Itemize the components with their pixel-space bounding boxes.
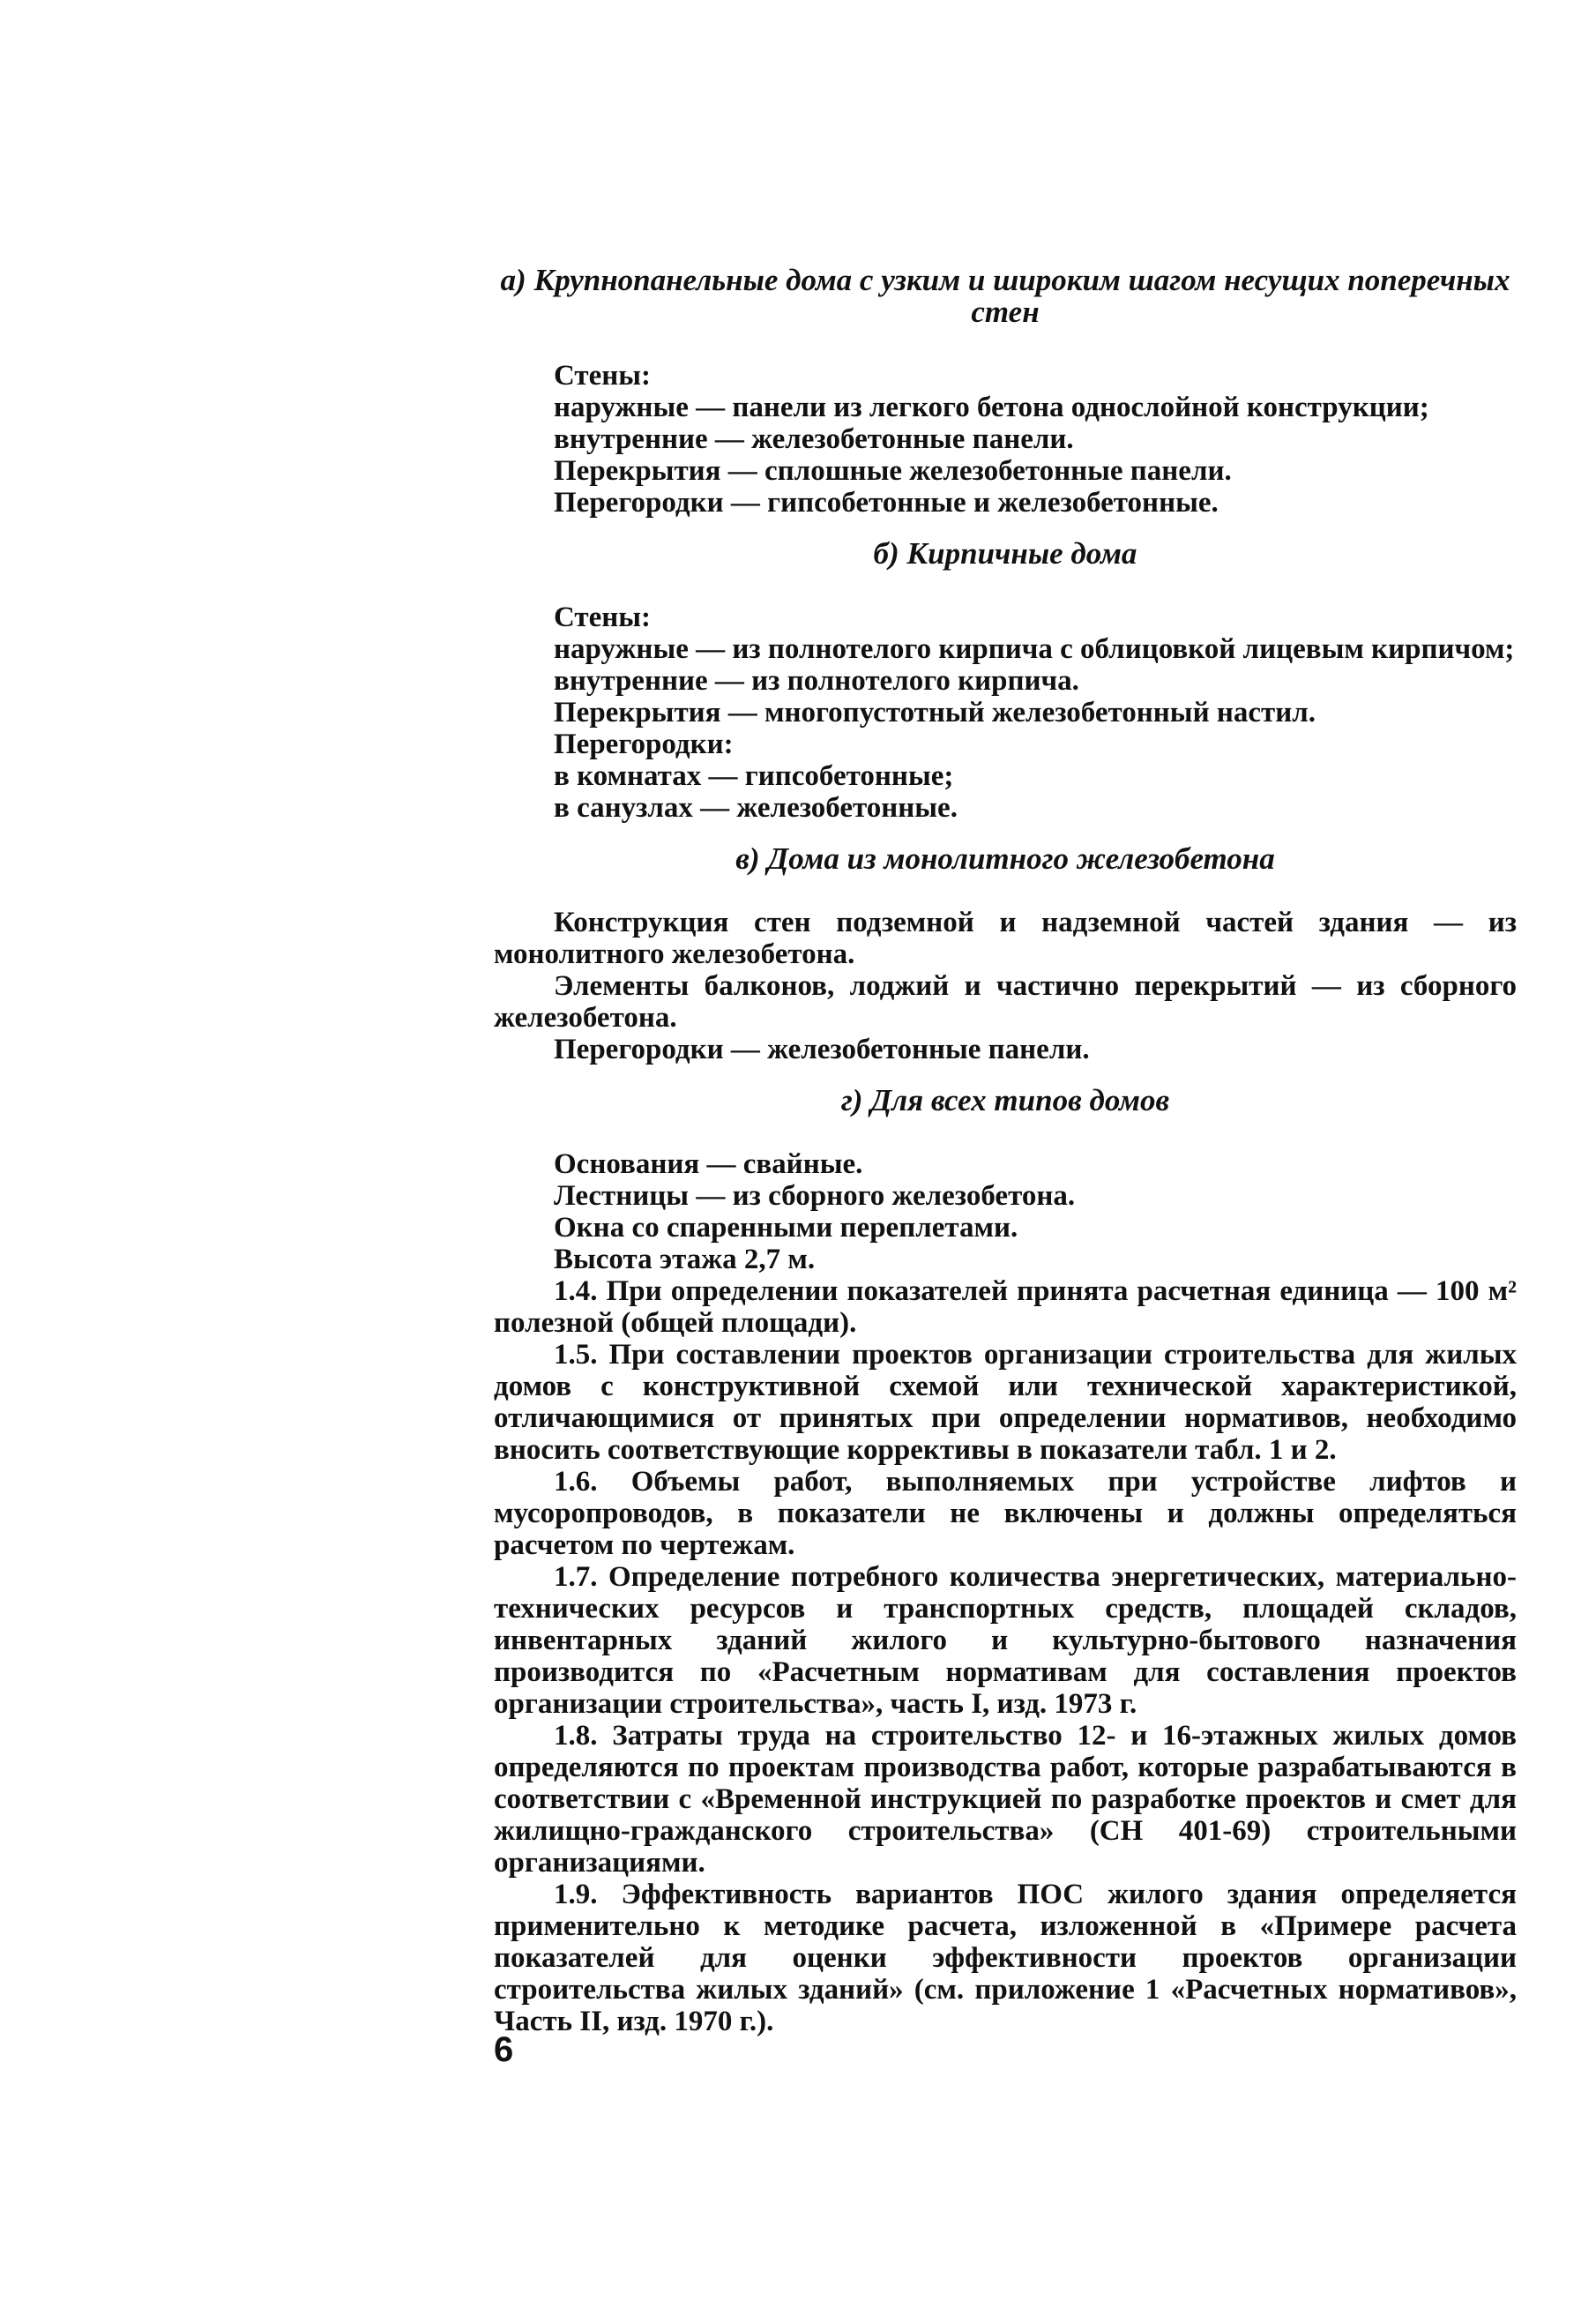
clause-1-9: 1.9. Эффективность вариантов ПОС жилого здания определяется применительно к методике расчета, изложенной в «Примере расчета показателей для оценки эффективности проектов организации строительства жилых зданий» (см. приложение 1 «Расчетных нормативов», Часть II, изд. 1970 г.). — [494, 1879, 1517, 2037]
section-d-heading: г) Для всех типов домов — [840, 1083, 1170, 1117]
section-b-heading: б) Кирпичные дома — [873, 536, 1137, 571]
section-b-line: в санузлах — железобетонные. — [554, 792, 958, 824]
clause-1-6: 1.6. Объемы работ, выполняемых при устройстве лифтов и мусоропроводов, в показатели не включены и должны определяться расчетом по чертежам. — [494, 1466, 1517, 1561]
clause-1-4: 1.4. При определении показателей принята расчетная единица — 100 м² полезной (общей площади). — [494, 1275, 1517, 1339]
text-column — [494, 265, 1517, 2037]
section-a-line: Стены: — [554, 360, 652, 392]
section-d-line: Высота этажа 2,7 м. — [554, 1244, 816, 1275]
clause-1-5: 1.5. При составлении проектов организации строительства для жилых домов с конструктивной схемой или технической характеристикой, отличающимися от принятых при определении нормативов, необходимо вносить соответствующие коррективы в показатели табл. 1 и 2. — [494, 1339, 1517, 1466]
section-a-line: Перегородки — гипсобетонные и железобетонные. — [554, 487, 1219, 519]
section-b-line: Перекрытия — многопустотный железобетонный настил. — [554, 697, 1316, 729]
section-a-line: наружные — панели из легкого бетона однослойной конструкции; — [554, 392, 1429, 423]
section-c-paragraph: Перегородки — железобетонные панели. — [554, 1034, 1090, 1065]
section-d-line: Окна со спаренными переплетами. — [554, 1212, 1018, 1244]
clause-1-8: 1.8. Затраты труда на строительство 12- и 16-этажных жилых домов определяются по проектам производства работ, которые разрабатываются в соответствии с «Временной инструкцией по разработке проектов и смет для жилищно-гражданского строительства» (СН 401-69) строительными организациями. — [494, 1720, 1517, 1879]
section-d-line: Основания — свайные. — [554, 1148, 863, 1180]
section-c-heading: в) Дома из монолитного железобетона — [735, 841, 1275, 876]
section-d-line: Лестницы — из сборного железобетона. — [554, 1180, 1076, 1212]
section-b-paragraph: наружные — из полнотелого кирпича с облицовкой лицевым кирпичом; — [554, 633, 1515, 665]
section-a-line: Перекрытия — сплошные железобетонные панели. — [554, 455, 1232, 487]
section-b-line: Стены: — [554, 602, 652, 633]
section-a-heading: а) Крупнопанельные дома с узким и широким шагом несущих поперечных стен — [500, 263, 1510, 329]
section-b-line: Перегородки: — [554, 729, 734, 760]
section-c-paragraph: Конструкция стен подземной и надземной частей здания — из монолитного железобетона. — [494, 907, 1517, 970]
section-c-paragraph: Элементы балконов, лоджий и частично перекрытий — из сборного железобетона. — [494, 970, 1517, 1034]
clause-1-7: 1.7. Определение потребного количества энергетических, материально-технических ресурсов и транспортных средств, площадей складов, инвентарных зданий жилого и культурно-бытового назначения производится по «Расчетным нормативам для составления проектов организации строительства», часть I, изд. 1973 г. — [494, 1561, 1517, 1720]
section-b-line: в комнатах — гипсобетонные; — [554, 760, 954, 792]
section-b-line: внутренние — из полнотелого кирпича. — [554, 665, 1079, 697]
section-a-line: внутренние — железобетонные панели. — [554, 423, 1074, 455]
page-number: 6 — [494, 2030, 514, 2069]
